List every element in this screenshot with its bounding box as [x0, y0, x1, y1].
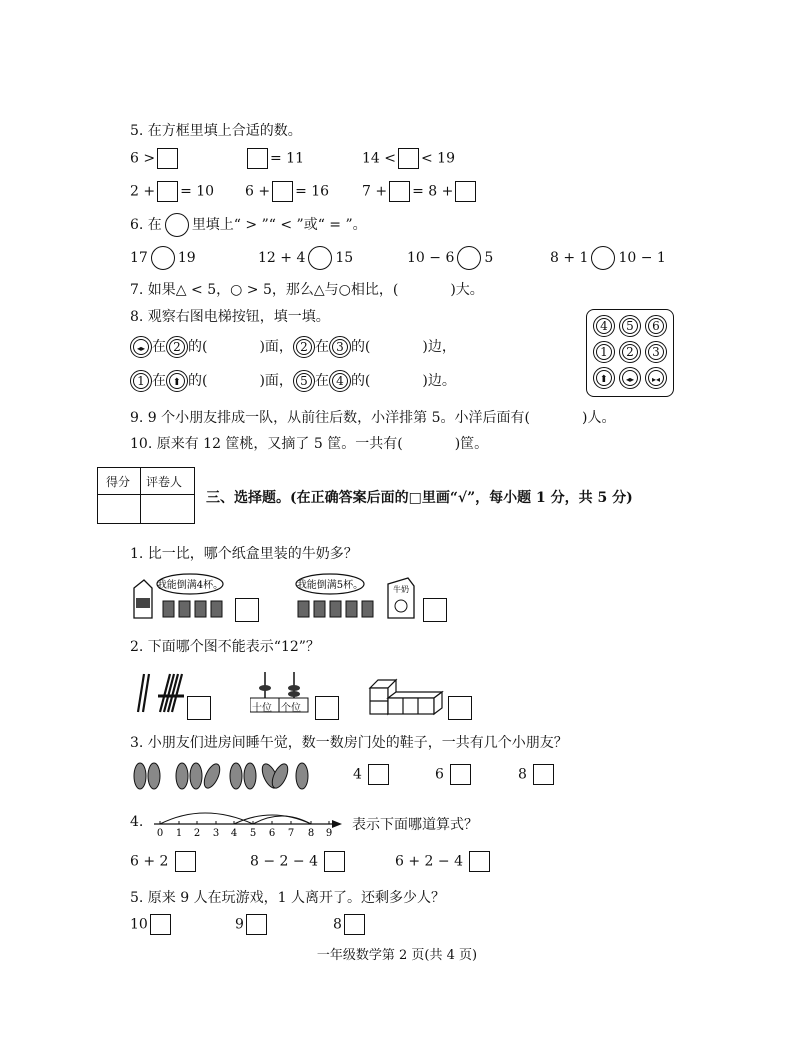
answer-circle[interactable] [591, 246, 615, 270]
button-4-icon: 4 [593, 315, 615, 337]
answer-box[interactable] [247, 148, 268, 169]
cups-5-icon [298, 601, 373, 617]
elevator-panel [586, 309, 674, 397]
cubes-icon [368, 668, 444, 716]
q5-row2-a: 2 + = 10 [130, 181, 214, 202]
milk-illustration [130, 568, 450, 624]
answer-box[interactable] [272, 181, 293, 202]
c3-title: 3. 小朋友们进房间睡午觉，数一数房门处的鞋子，一共有几个小朋友？ [130, 735, 568, 751]
tick-label: 7 [287, 828, 295, 838]
answer-box[interactable] [368, 764, 389, 785]
carton-label: 牛奶 [393, 585, 409, 594]
bubble1-text: 我能倒满4杯。 [156, 580, 224, 591]
button-5-icon: 5 [619, 315, 641, 337]
c5-title: 5. 原来 9 人在玩游戏，1 人离开了。还剩多少人？ [130, 890, 445, 906]
answer-circle[interactable] [457, 246, 481, 270]
tick-label: 0 [156, 828, 164, 838]
answer-box[interactable] [315, 696, 339, 720]
c4-option-1: 6 + 2 [130, 851, 198, 872]
q8-row1: ◂▸ 在 2 的( )面， 2 在 3 的( )边， [130, 336, 456, 358]
milk-carton-right-icon [388, 578, 414, 618]
circle-symbol [165, 213, 189, 237]
sticks-icon [130, 664, 190, 716]
c5-option-2: 9 [235, 914, 269, 935]
q5-row2-b: 6 + = 16 [245, 181, 329, 202]
shoes-illustration [130, 760, 330, 792]
abacus-icon [250, 664, 310, 716]
answer-box[interactable] [423, 598, 447, 622]
grader-label: 评卷人 [146, 475, 183, 489]
q8-row2: 1 在 ⬆ 的( )面， 5 在 4 的( )边。 [130, 370, 456, 392]
tick-label: 9 [325, 828, 333, 838]
answer-circle[interactable] [151, 246, 175, 270]
answer-box[interactable] [398, 148, 419, 169]
answer-box[interactable] [150, 914, 171, 935]
tens-label: 十位 [252, 703, 272, 714]
button-2-icon: 2 [619, 341, 641, 363]
c5-option-3: 8 [333, 914, 367, 935]
tick-label: 2 [193, 828, 201, 838]
answer-box[interactable] [235, 598, 259, 622]
cups-4-icon [163, 601, 222, 617]
tick-label: 3 [212, 828, 220, 838]
q5-row1-c: 14 < < 19 [362, 148, 455, 169]
c4-option-2: 8 − 2 − 4 [250, 851, 347, 872]
button-1-icon: 1 [593, 341, 615, 363]
door-close-icon: ▸◂ [645, 367, 667, 389]
tick-label: 4 [230, 828, 238, 838]
q8-title: 8. 观察右图电梯按钮，填一填。 [130, 309, 330, 325]
c4-number: 4. [130, 814, 144, 830]
up-arrow-icon: ⬆ [593, 367, 615, 389]
bubble2-text: 我能倒满5杯。 [296, 580, 364, 591]
button-4-icon: 4 [329, 370, 351, 392]
answer-box[interactable] [246, 914, 267, 935]
c3-option-2: 6 [435, 764, 473, 785]
answer-box[interactable] [389, 181, 410, 202]
q6-item-2: 12 + 4 15 [258, 246, 353, 270]
q6-title: 6. 在 里填上“ > ”“ < ”或“ = ”。 [130, 213, 367, 237]
q5-title: 5. 在方框里填上合适的数。 [130, 123, 302, 139]
answer-box[interactable] [157, 148, 178, 169]
button-5-icon: 5 [293, 370, 315, 392]
c2-title: 2. 下面哪个图不能表示“12”？ [130, 639, 320, 655]
answer-box[interactable] [450, 764, 471, 785]
c5-option-1: 10 [130, 914, 173, 935]
score-label: 得分 [106, 475, 131, 489]
door-open-icon: ◂▸ [619, 367, 641, 389]
number-line [148, 804, 348, 838]
button-1-icon: 1 [130, 370, 152, 392]
answer-box[interactable] [448, 696, 472, 720]
tick-label: 8 [307, 828, 315, 838]
answer-box[interactable] [157, 181, 178, 202]
q7-text: 7. 如果△ < 5，○ > 5，那么△与○相比，( )大。 [130, 282, 484, 298]
c3-option-1: 4 [353, 764, 391, 785]
up-arrow-icon: ⬆ [166, 370, 188, 392]
tick-label: 5 [249, 828, 257, 838]
answer-box[interactable] [469, 851, 490, 872]
answer-box[interactable] [344, 914, 365, 935]
q5-row1-a: 6 > [130, 148, 180, 169]
score-table [97, 467, 195, 524]
answer-box[interactable] [533, 764, 554, 785]
button-2-icon: 2 [166, 336, 188, 358]
q10-text: 10. 原来有 12 筐桃，又摘了 5 筐。一共有( )筐。 [130, 436, 489, 452]
c3-option-3: 8 [518, 764, 556, 785]
ones-label: 个位 [281, 703, 301, 714]
q5-row1-b: = 11 [245, 148, 304, 169]
button-3-icon: 3 [645, 341, 667, 363]
tick-label: 6 [268, 828, 276, 838]
tick-label: 1 [175, 828, 183, 838]
q6-item-3: 10 − 6 5 [407, 246, 493, 270]
door-open-icon: ◂▸ [130, 336, 152, 358]
answer-box[interactable] [175, 851, 196, 872]
q5-row2-c: 7 + = 8 + [362, 181, 478, 202]
section3-title: 三、选择题。(在正确答案后面的□里画“√”，每小题 1 分，共 5 分) [206, 490, 633, 506]
answer-box[interactable] [324, 851, 345, 872]
answer-circle[interactable] [308, 246, 332, 270]
q9-text: 9. 9 个小朋友排成一队，从前往后数，小洋排第 5。小洋后面有( )人。 [130, 410, 616, 426]
button-2-icon: 2 [293, 336, 315, 358]
answer-box[interactable] [187, 696, 211, 720]
page-footer: 一年级数学第 2 页(共 4 页) [316, 948, 478, 963]
button-6-icon: 6 [645, 315, 667, 337]
q6-item-1: 17 19 [130, 246, 196, 270]
c4-option-3: 6 + 2 − 4 [395, 851, 492, 872]
answer-box[interactable] [455, 181, 476, 202]
milk-carton-left-icon [134, 580, 152, 618]
c1-title: 1. 比一比，哪个纸盒里装的牛奶多？ [130, 546, 358, 562]
q6-item-4: 8 + 1 10 − 1 [550, 246, 666, 270]
button-3-icon: 3 [329, 336, 351, 358]
c4-question: 表示下面哪道算式？ [352, 817, 478, 833]
